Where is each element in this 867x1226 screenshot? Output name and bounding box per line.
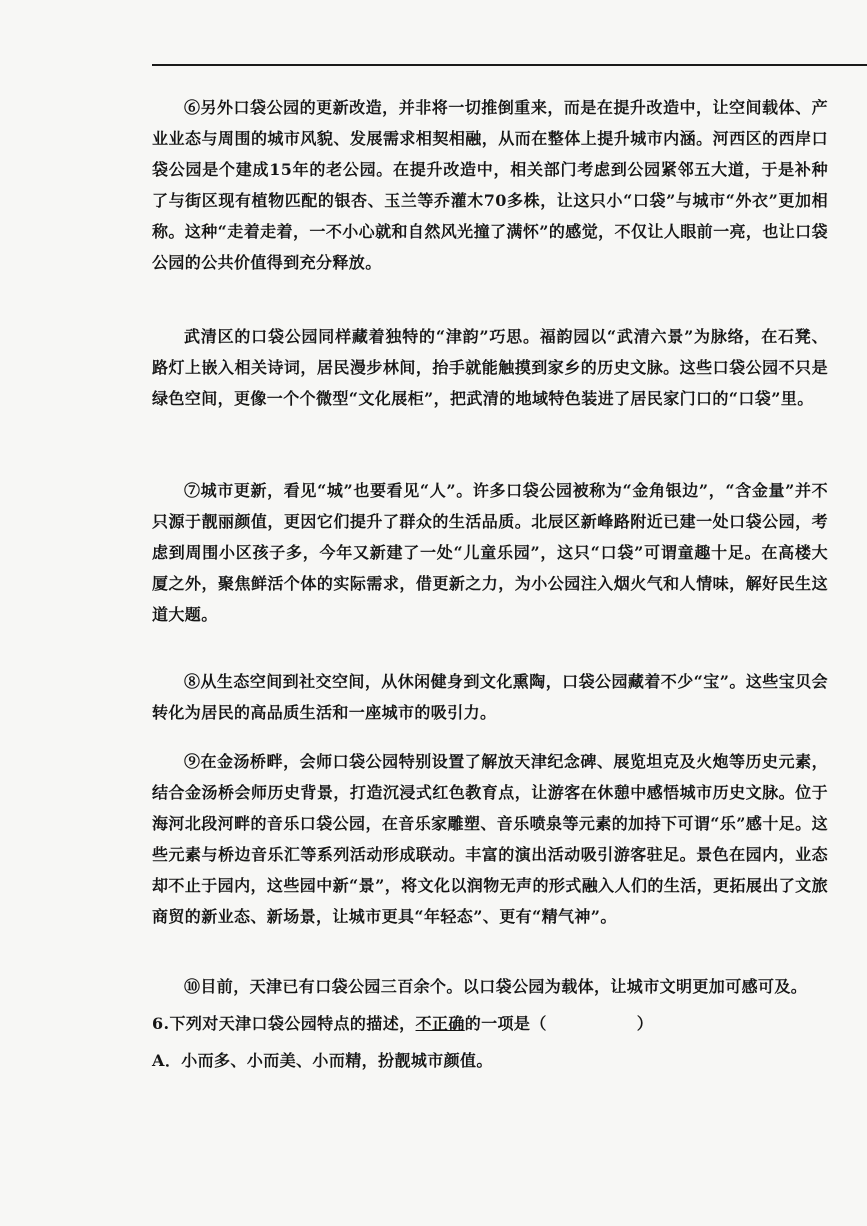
question-suffix: 的一项是（ xyxy=(464,1014,547,1033)
header-rule xyxy=(152,64,867,66)
question-6 xyxy=(152,1008,653,1039)
paragraph-9: ⑨在金汤桥畔，会师口袋公园特别设置了解放天津纪念碑、展览坦克及火炮等历史元素，结合金汤桥会师历史背景，打造沉浸式红色教育点，让游客在休憩中感悟城市历史文脉。位于海河北段河畔的音乐口袋公园，在音乐家雕塑、音乐喷泉等元素的加持下可谓“乐”感十足。这些元素与桥边音乐汇等系列活动形成联动。丰富的演出活动吸引游客驻足。景色在园内，业态却不止于园内，这些园中新“景”，将文化以润物无声的形式融入人们的生活，更拓展出了文旅商贸的新业态、新场景，让城市更具“年轻态”、更有“精气神”。 xyxy=(152,752,828,926)
paragraph-wuqing: 武清区的口袋公园同样藏着独特的“津韵”巧思。福韵园以“武清六景”为脉络，在石凳、路灯上嵌入相关诗词，居民漫步林间，抬手就能触摸到家乡的历史文脉。这些口袋公园不只是绿色空间，更像一个个微型“文化展柜”，把武清的地域特色装进了居民家门口的“口袋”里。 xyxy=(152,327,828,408)
paragraph-6: ⑥另外口袋公园的更新改造，并非将一切推倒重来，而是在提升改造中，让空间载体、产业业态与周围的城市风貌、发展需求相契相融，从而在整体上提升城市内涵。河西区的西岸口袋公园是个建成15年的老公园。在提升改造中，相关部门考虑到公园紧邻五大道，于是补种了与街区现有植物匹配的银杏、玉兰等乔灌木70多株，让这只小“口袋”与城市“外衣”更加相称。这种“走着走着，一不小心就和自然风光撞了满怀”的感觉，不仅让人眼前一亮，也让口袋公园的公共价值得到充分释放。 xyxy=(152,98,828,272)
question-close: ） xyxy=(636,1014,654,1033)
question-prefix: 6.下列对天津口袋公园特点的描述， xyxy=(152,1014,416,1033)
option-a: A．小而多、小而美、小而精，扮靓城市颜值。 xyxy=(152,1051,493,1070)
question-emphasis: 不正确 xyxy=(415,1014,465,1033)
paragraph-7: ⑦城市更新，看见“城”也要看见“人”。许多口袋公园被称为“金角银边”，“含金量”并不只源于靓丽颜值，更因它们提升了群众的生活品质。北辰区新峰路附近已建一处口袋公园，考虑到周围小区孩子多，今年又新建了一处“儿童乐园”，这只“口袋”可谓童趣十足。在高楼大厦之外，聚焦鲜活个体的实际需求，借更新之力，为小公园注入烟火气和人情味，解好民生这道大题。 xyxy=(152,481,828,624)
paragraph-10: ⑩目前，天津已有口袋公园三百余个。以口袋公园为载体，让城市文明更加可感可及。 xyxy=(184,977,808,996)
paragraph-8: ⑧从生态空间到社交空间，从休闲健身到文化熏陶，口袋公园藏着不少“宝”。这些宝贝会转化为居民的高品质生活和一座城市的吸引力。 xyxy=(152,672,828,722)
